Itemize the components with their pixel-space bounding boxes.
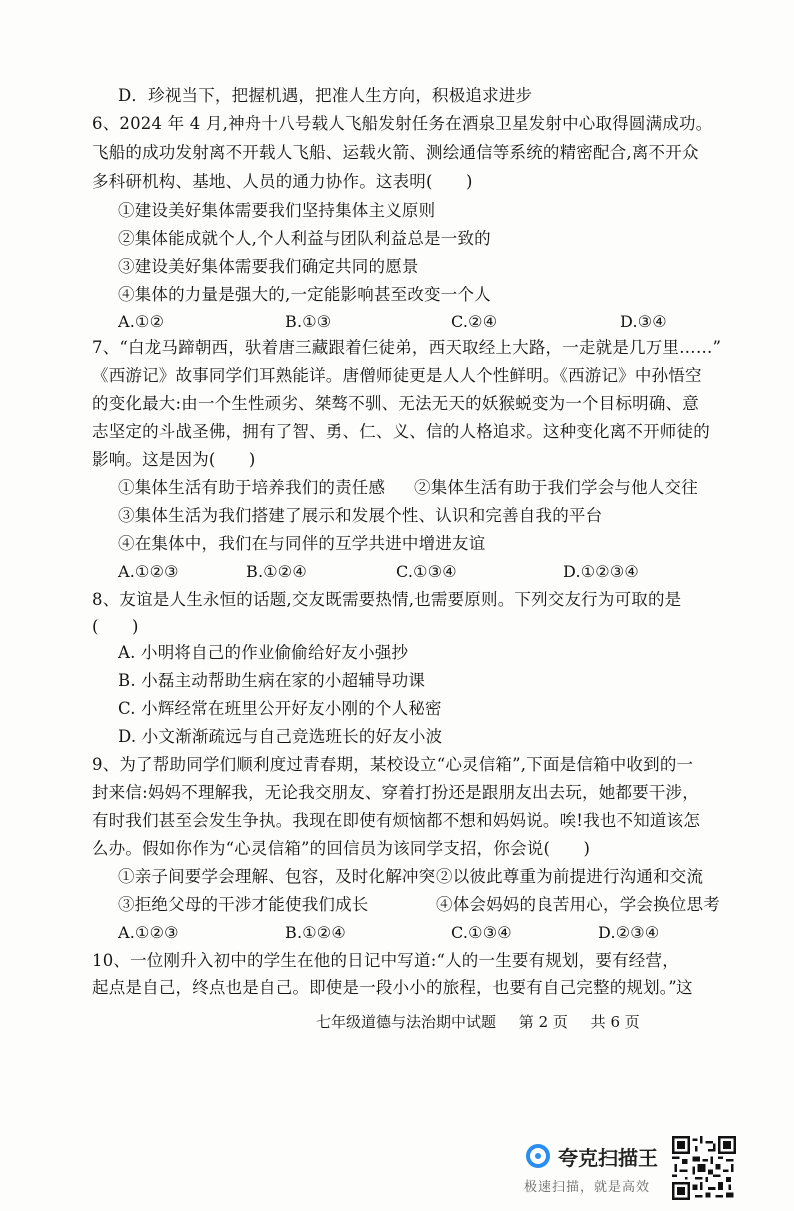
q9-option-b: B.①②④ <box>285 923 346 942</box>
q6-statement-3: ③建设美好集体需要我们确定共同的愿景 <box>118 257 419 276</box>
q6-option-c: C.②④ <box>451 312 498 331</box>
page-footer <box>316 1011 658 1032</box>
q7-stem-line-3: 的变化最大:由一个生性顽劣、桀骜不驯、无法无天的妖猴蜕变为一个目标明确、意 <box>92 394 699 413</box>
q7-stem-line-2: 《西游记》故事同学们耳熟能详。唐僧师徒更是人人个性鲜明。《西游记》中孙悟空 <box>92 366 702 385</box>
q8-option-a: A. 小明将自己的作业偷偷给好友小强抄 <box>118 643 409 662</box>
q6-option-b: B.①③ <box>285 312 332 331</box>
q9-statement-4: ④体会妈妈的良苦用心，学会换位思考 <box>436 895 720 914</box>
footer-subject: 七年级道德与法治期中试题 <box>316 1013 497 1031</box>
q7-statement-3: ③集体生活为我们搭建了展示和发展个性、认识和完善自我的平台 <box>118 506 603 525</box>
q5-option-d: D．珍视当下，把握机遇，把准人生方向，积极追求进步 <box>118 86 533 105</box>
q7-statement-2: ②集体生活有助于我们学会与他人交往 <box>414 478 698 497</box>
q7-stem-line-4: 志坚定的斗战圣佛，拥有了智、勇、仁、义、信的人格追求。这种变化离不开师徒的 <box>92 422 710 441</box>
q10-stem-line-1: 10、一位刚升入初中的学生在他的日记中写道:“人的一生要有规划，要有经营， <box>92 951 679 970</box>
q6-statement-2: ②集体能成就个人,个人利益与团队利益总是一致的 <box>118 229 491 248</box>
q7-statement-1: ①集体生活有助于培养我们的责任感 <box>118 478 386 497</box>
q9-option-a: A.①②③ <box>118 923 179 942</box>
q6-stem-line-3: 多科研机构、基地、人员的通力协作。这表明( ) <box>92 172 473 191</box>
q6-option-a: A.①② <box>118 312 165 331</box>
q9-stem-line-4: 么办。假如你作为“心灵信箱”的回信员为该同学支招，你会说( ) <box>92 839 591 858</box>
q9-option-d: D.②③④ <box>598 923 660 942</box>
q7-option-a: A.①②③ <box>118 562 179 581</box>
q6-statement-4: ④集体的力量是强大的,一定能影响甚至改变一个人 <box>118 285 491 304</box>
brand-slogan: 极速扫描，就是高效 <box>524 1180 651 1195</box>
q8-option-b: B. 小磊主动帮助生病在家的小超辅导功课 <box>118 671 426 690</box>
q9-stem-line-2: 封来信:妈妈不理解我，无论我交朋友、穿着打扮还是跟朋友出去玩，她都要干涉， <box>92 783 699 802</box>
q10-stem-tail: 这 <box>676 978 693 997</box>
q8-stem-line-2: ( ) <box>92 617 139 636</box>
q7-option-b: B.①②④ <box>246 562 307 581</box>
quark-logo-icon <box>526 1144 550 1168</box>
q10-stem-line-2: 起点是自己，终点也是自己。即使是一段小小的旅程，也要有自己完整的规划。” <box>92 978 677 997</box>
q9-statement-3: ③拒绝父母的干涉才能使我们成长 <box>118 895 369 914</box>
q7-stem-line-1: 7、“白龙马蹄朝西，驮着唐三藏跟着仨徒弟，西天取经上大路，一走就是几万里……” <box>92 338 722 357</box>
q9-stem-line-3: 有时我们甚至会发生争执。我现在即使有烦恼都不想和妈妈说。唉!我也不知道该怎 <box>92 811 701 830</box>
q7-option-c: C.①③④ <box>396 562 457 581</box>
q8-option-c: C. 小辉经常在班里公开好友小刚的个人秘密 <box>118 699 442 718</box>
q7-option-d: D.①②③④ <box>563 562 639 581</box>
q9-statement-1: ①亲子间要学会理解、包容，及时化解冲突 <box>118 867 436 886</box>
q9-stem-line-1: 9、为了帮助同学们顺利度过青春期，某校设立“心灵信箱”,下面是信箱中收到的一 <box>92 755 694 774</box>
qr-code-icon <box>672 1136 736 1200</box>
scanner-watermark <box>522 1138 672 1202</box>
q6-stem-line-1: 6、2024 年 4 月,神舟十八号载人飞船发射任务在酒泉卫星发射中心取得圆满成功。 <box>92 114 713 133</box>
footer-page: 第 2 页 <box>518 1013 568 1031</box>
brand-name: 夸克扫描王 <box>558 1146 658 1170</box>
footer-total: 共 6 页 <box>590 1013 640 1031</box>
q8-option-d: D. 小文渐渐疏远与自己竞选班长的好友小波 <box>118 727 443 746</box>
q9-statement-2: ②以彼此尊重为前提进行沟通和交流 <box>436 867 704 886</box>
q8-stem-line-1: 8、友谊是人生永恒的话题,交友既需要热情,也需要原则。下列交友行为可取的是 <box>92 590 682 609</box>
q9-option-c: C.①③④ <box>451 923 512 942</box>
q6-option-d: D.③④ <box>620 312 667 331</box>
q7-statement-4: ④在集体中，我们在与同伴的互学共进中增进友谊 <box>118 534 486 553</box>
q6-statement-1: ①建设美好集体需要我们坚持集体主义原则 <box>118 201 436 220</box>
q7-stem-line-5: 影响。这是因为( ) <box>92 450 256 469</box>
q6-stem-line-2: 飞船的成功发射离不开载人飞船、运载火箭、测绘通信等系统的精密配合,离不开众 <box>92 143 699 162</box>
